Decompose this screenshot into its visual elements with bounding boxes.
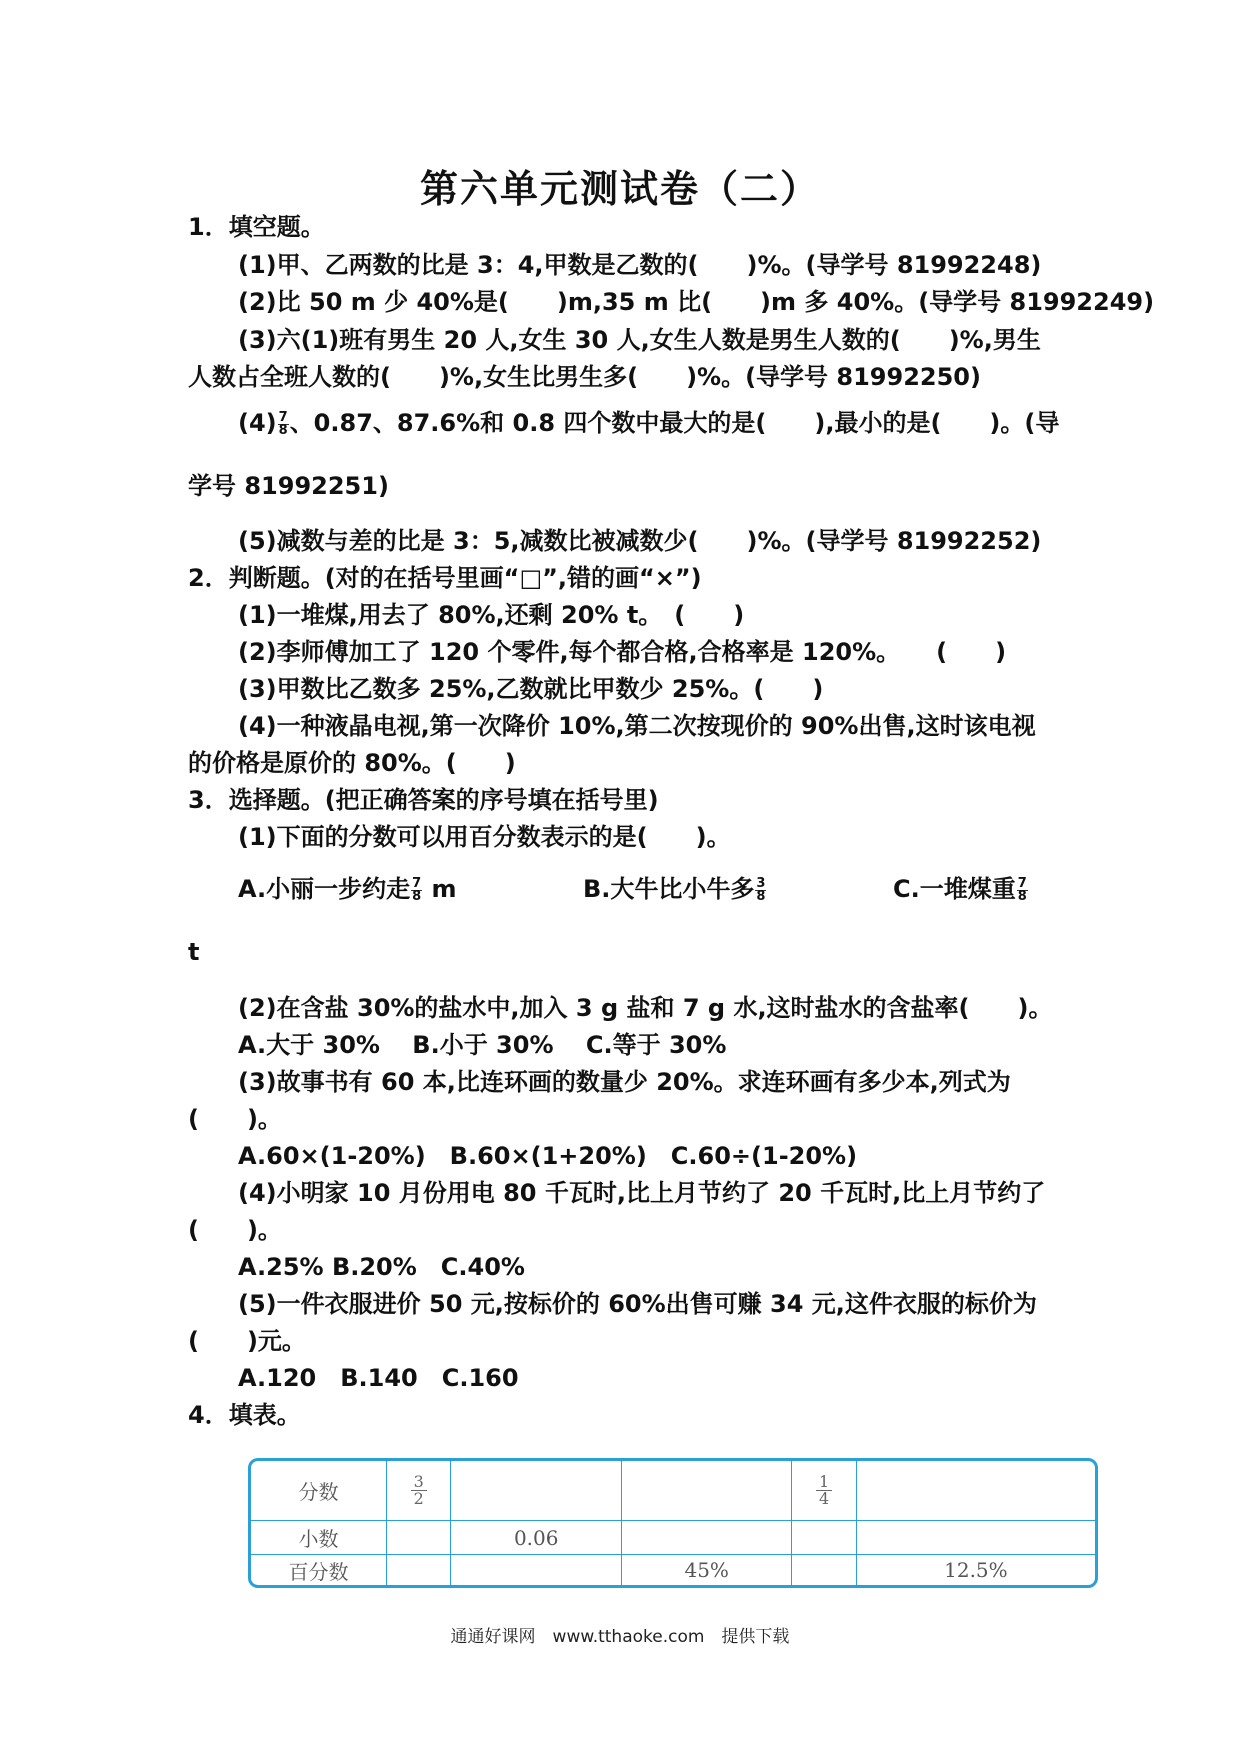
fraction-denominator: 4 — [819, 1489, 830, 1508]
table-cell-blank[interactable] — [387, 1521, 451, 1555]
fraction-7-8 — [278, 409, 289, 438]
s2-question-3: (3)甲数比乙数多 25%,乙数就比甲数少 25%。( ) — [238, 675, 824, 703]
table-cell-blank[interactable] — [451, 1461, 622, 1521]
option-a-text: A.小丽一步约走 — [238, 875, 411, 903]
row-header-decimal: 小数 — [251, 1521, 387, 1555]
fraction-3-2 — [411, 1474, 427, 1507]
fraction-denominator: 8 — [412, 888, 422, 904]
s3-q4-options: A.25% B.20% C.40% — [238, 1253, 525, 1281]
table-cell-blank[interactable] — [857, 1521, 1095, 1555]
fraction-7-8 — [411, 875, 422, 904]
option-c — [893, 874, 1029, 904]
s1-question-3b: 人数占全班人数的( )%,女生比男生多( )%。(导学号 81992250) — [188, 363, 981, 391]
s1-question-1: (1)甲、乙两数的比是 3：4,甲数是乙数的( )%。(导学号 81992248) — [238, 251, 1042, 279]
s2-question-4a: (4)一种液晶电视,第一次降价 10%,第二次按现价的 90%出售,这时该电视 — [238, 712, 1036, 740]
footer-source: 通通好课网 www.tthaoke.com 提供下载 — [450, 1627, 790, 1647]
fraction-denominator: 8 — [756, 888, 766, 904]
table-cell — [387, 1461, 451, 1521]
s2-question-4b: 的价格是原价的 80%。( ) — [188, 749, 516, 777]
s2-question-2: (2)李师傅加工了 120 个零件,每个都合格,合格率是 120%。 ( ) — [238, 638, 1007, 666]
s1-question-2: (2)比 50 m 少 40%是( )m,35 m 比( )m 多 40%。(导学号 81992249) — [238, 288, 1155, 316]
table-row-percent — [251, 1555, 1095, 1585]
fraction-denominator: 8 — [278, 422, 288, 438]
fraction-denominator: 8 — [1017, 888, 1027, 904]
s2-question-1: (1)一堆煤,用去了 80%,还剩 20% t。 ( ) — [238, 601, 745, 629]
option-a-unit: m — [423, 875, 457, 903]
fraction-3-8 — [755, 875, 766, 904]
table-cell-blank[interactable] — [622, 1461, 792, 1521]
fraction-1-4 — [816, 1474, 832, 1507]
s3-question-1: (1)下面的分数可以用百分数表示的是( )。 — [238, 823, 731, 851]
table-cell-blank[interactable] — [857, 1461, 1095, 1521]
table-cell-blank[interactable] — [622, 1521, 792, 1555]
section-2-heading: 2．判断题。(对的在括号里画“□”,错的画“×”) — [188, 564, 702, 592]
table-row-decimal — [251, 1521, 1095, 1555]
section-4-heading: 4．填表。 — [188, 1401, 301, 1429]
section-3-heading: 3．选择题。(把正确答案的序号填在括号里) — [188, 786, 659, 814]
table-cell: 12.5% — [944, 1558, 1008, 1582]
s1-question-3a: (3)六(1)班有男生 20 人,女生 30 人,女生人数是男生人数的( )%,男生 — [238, 326, 1041, 354]
fraction-numerator: 7 — [278, 409, 288, 425]
s3-q2-options: A.大于 30% B.小于 30% C.等于 30% — [238, 1031, 727, 1059]
table-cell-blank[interactable] — [451, 1555, 622, 1585]
option-b — [583, 874, 767, 904]
fraction-numerator: 7 — [412, 875, 422, 891]
page-title: 第六单元测试卷（二） — [419, 167, 820, 211]
fraction-denominator: 2 — [413, 1489, 424, 1508]
fraction-7-8 — [1017, 875, 1028, 904]
s3-question-3b: ( )。 — [188, 1105, 282, 1133]
table-cell: 45% — [622, 1555, 792, 1585]
s3-question-4b: ( )。 — [188, 1216, 282, 1244]
fraction-numerator: 3 — [411, 1474, 427, 1491]
row-header-fraction: 分数 — [251, 1461, 387, 1521]
conversion-table — [248, 1458, 1098, 1588]
s1-q4-text: 、0.87、87.6%和 0.8 四个数中最大的是( ),最小的是( )。(导 — [289, 409, 1060, 437]
s3-question-5b: ( )元。 — [188, 1327, 306, 1355]
s3-question-5a: (5)一件衣服进价 50 元,按标价的 60%出售可赚 34 元,这件衣服的标价为 — [238, 1290, 1037, 1318]
s1-question-5: (5)减数与差的比是 3：5,减数比被减数少( )%。(导学号 81992252) — [238, 527, 1042, 555]
option-b-text: B.大牛比小牛多 — [583, 875, 755, 903]
table-cell: 0.06 — [451, 1521, 622, 1555]
fraction-numerator: 3 — [756, 875, 766, 891]
s3-q1-option-c-unit: t — [188, 938, 200, 966]
fraction-numerator: 1 — [816, 1474, 832, 1491]
option-c-text: C.一堆煤重 — [893, 875, 1016, 903]
s3-question-3a: (3)故事书有 60 本,比连环画的数量少 20%。求连环画有多少本,列式为 — [238, 1068, 1011, 1096]
table-cell-blank[interactable] — [792, 1555, 856, 1585]
table-cell — [792, 1461, 856, 1521]
section-1-heading: 1．填空题。 — [188, 213, 325, 241]
s3-question-4a: (4)小明家 10 月份用电 80 千瓦时,比上月节约了 20 千瓦时,比上月节约了 — [238, 1179, 1046, 1207]
row-header-percent: 百分数 — [251, 1555, 387, 1585]
s3-question-2: (2)在含盐 30%的盐水中,加入 3 g 盐和 7 g 水,这时盐水的含盐率( )。 — [238, 994, 1053, 1022]
s3-q3-options: A.60×(1-20%) B.60×(1+20%) C.60÷(1-20%) — [238, 1142, 858, 1170]
s1-q4-prefix: (4) — [238, 409, 277, 437]
table-row-fraction — [251, 1461, 1095, 1521]
option-a — [238, 874, 457, 904]
s1-question-4 — [238, 408, 1059, 438]
s3-q5-options: A.120 B.140 C.160 — [238, 1364, 519, 1392]
fraction-numerator: 7 — [1017, 875, 1027, 891]
table-cell-blank[interactable] — [387, 1555, 451, 1585]
table-cell-blank[interactable] — [792, 1521, 856, 1555]
s1-question-4b: 学号 81992251) — [188, 472, 389, 500]
